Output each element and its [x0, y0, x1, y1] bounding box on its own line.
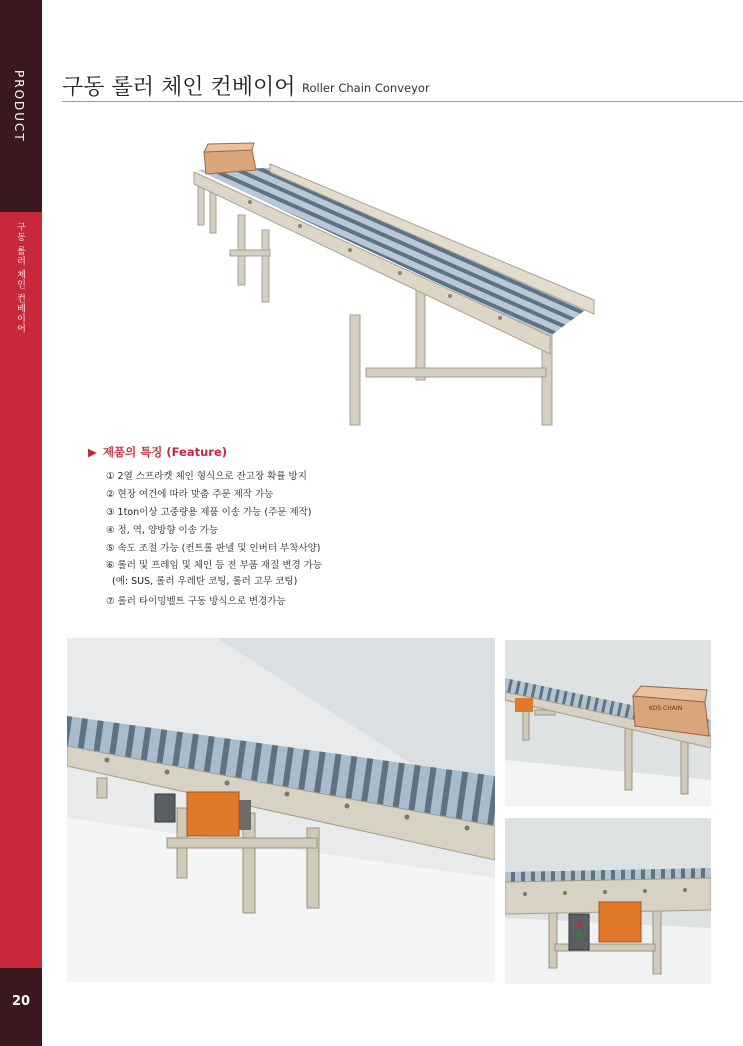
box-label: KOS CHAIN	[649, 705, 683, 712]
product-label: PRODUCT	[12, 70, 26, 143]
detail-photo-box	[505, 640, 711, 806]
detail-photo-motor	[505, 818, 711, 984]
feature-item: ⑥ 롤러 및 프레임 및 체인 등 전 부품 재질 변경 가능	[106, 560, 323, 571]
page-subtitle: Roller Chain Conveyor	[302, 81, 430, 95]
feature-item: ② 현장 여건에 따라 맞춤 주문 제작 가능	[106, 489, 274, 500]
feature-heading-text: 제품의 특징 (Feature)	[102, 445, 228, 459]
feature-item: ③ 1ton이상 고중량용 제품 이송 가능 (주문 제작)	[106, 507, 312, 518]
feature-item: ⑤ 속도 조절 가능 (컨트롤 판넬 및 인버터 부착사양)	[106, 543, 321, 554]
detail-photo-large	[67, 638, 495, 982]
category-label: 구동 롤러 체인 컨베이어	[15, 222, 25, 334]
sidebar	[0, 0, 42, 1046]
feature-item: ① 2열 스프라켓 체인 형식으로 잔고장 확률 방지	[106, 471, 307, 482]
feature-item: ⑦ 롤러 타이밍벨트 구동 방식으로 변경가능	[106, 596, 286, 607]
feature-item: ④ 정, 역, 양방향 이송 가능	[106, 525, 219, 536]
title-divider	[62, 101, 743, 102]
triangle-bullet-icon: ▶	[88, 445, 97, 459]
feature-heading	[88, 444, 227, 460]
main-product-photo	[190, 140, 610, 430]
page-title: 구동 롤러 체인 컨베이어	[62, 75, 296, 100]
page-number: 20	[11, 994, 31, 1009]
feature-item-note: (예: SUS, 롤러 우레탄 코팅, 롤러 고무 코팅)	[112, 576, 298, 587]
